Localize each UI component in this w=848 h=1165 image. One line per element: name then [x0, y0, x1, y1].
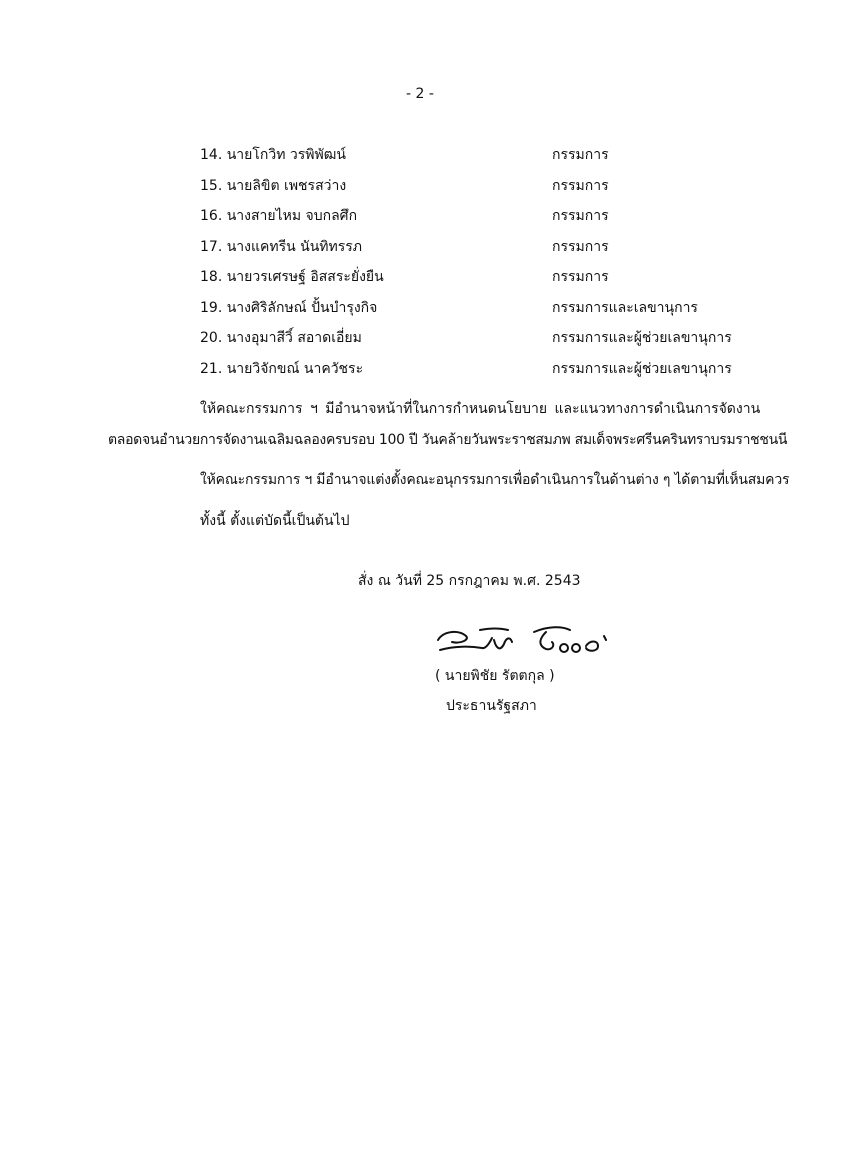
subcommittee-paragraph: ให้คณะกรรมการ ฯ มีอำนาจแต่งตั้งคณะอนุกรรมการเพื่อดำเนินการในด้านต่าง ๆ ได้ตามที่เห็นสมควร: [200, 472, 790, 488]
member-name: 20. นางอุมาสีวิ์ สอาดเอี่ยม: [200, 330, 362, 346]
member-name: 21. นายวิจักขณ์ นาควัชระ: [200, 360, 364, 377]
member-role: กรรมการ: [552, 208, 609, 224]
member-role: กรรมการ: [552, 238, 609, 255]
member-role: กรรมการ: [552, 269, 609, 285]
member-row: [200, 297, 780, 328]
member-role: กรรมการและผู้ช่วยเลขานุการ: [552, 330, 732, 346]
member-role: กรรมการ: [552, 147, 609, 163]
duties-paragraph: ให้คณะกรรมการ ฯ มีอำนาจหน้าที่ในการกำหนดนโยบาย และแนวทางการดำเนินการจัดงาน: [200, 401, 761, 417]
member-row: [200, 358, 780, 389]
member-role: กรรมการ: [552, 177, 609, 194]
effective-clause: ทั้งนี้ ตั้งแต่บัดนี้เป็นต้นไป: [200, 513, 350, 529]
member-row: [200, 266, 780, 297]
member-role: กรรมการและผู้ช่วยเลขานุการ: [552, 360, 732, 377]
member-row: [200, 327, 780, 358]
member-name: 19. นางศิริลักษณ์ ปั้นบำรุงกิจ: [200, 299, 378, 316]
committee-member-list: [200, 144, 780, 388]
member-role: กรรมการและเลขานุการ: [552, 299, 698, 316]
member-name: 15. นายลิขิต เพชรสว่าง: [200, 177, 347, 194]
member-row: [200, 205, 780, 236]
member-row: [200, 144, 780, 175]
page-number: - 2 -: [406, 86, 434, 102]
member-name: 14. นายโกวิท วรพิพัฒน์: [200, 147, 346, 163]
member-name: 17. นางแคทรีน นันทิทรรภ: [200, 238, 363, 255]
duties-paragraph-continued: ตลอดจนอำนวยการจัดงานเฉลิมฉลองครบรอบ 100 ปี วันคล้ายวันพระราชสมภพ สมเด็จพระศรีนครินทราบรมราชชนนี: [108, 432, 788, 448]
member-row: [200, 236, 780, 267]
handwritten-signature: [430, 618, 620, 666]
member-name: 16. นางสายไหม จบกลศึก: [200, 208, 358, 224]
signer-title: ประธานรัฐสภา: [446, 698, 537, 714]
order-date: สั่ง ณ วันที่ 25 กรกฎาคม พ.ศ. 2543: [358, 573, 581, 589]
signer-name: ( นายพิชัย รัตตกุล ): [435, 668, 555, 684]
member-name: 18. นายวรเศรษฐ์ อิสสระยั่งยืน: [200, 269, 384, 285]
member-row: [200, 175, 780, 206]
